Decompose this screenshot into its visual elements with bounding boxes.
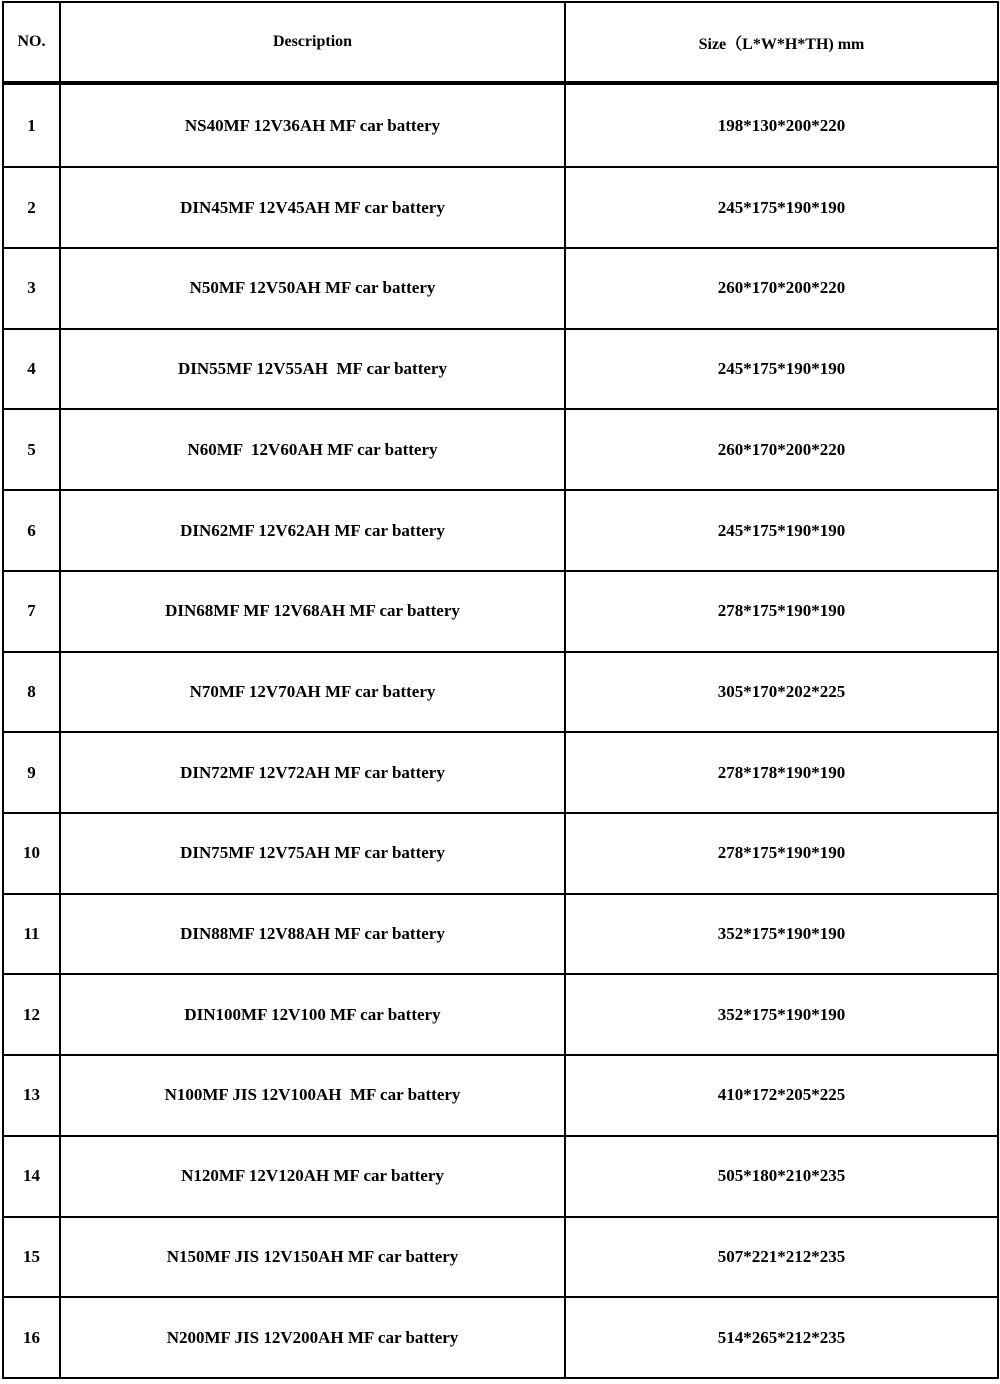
cell-size: 505*180*210*235: [565, 1136, 998, 1217]
cell-no: 10: [3, 813, 60, 894]
cell-description: DIN68MF MF 12V68AH MF car battery: [60, 571, 565, 652]
col-header-no: NO.: [3, 2, 60, 83]
cell-size: 507*221*212*235: [565, 1217, 998, 1298]
table-row: [3, 1217, 998, 1298]
table-row: [3, 1055, 998, 1136]
cell-size: 410*172*205*225: [565, 1055, 998, 1136]
cell-description: DIN55MF 12V55AH MF car battery: [60, 329, 565, 410]
cell-size: 305*170*202*225: [565, 652, 998, 733]
table-row: [3, 329, 998, 410]
cell-description: N200MF JIS 12V200AH MF car battery: [60, 1297, 565, 1378]
table-row: [3, 83, 998, 167]
cell-description: NS40MF 12V36AH MF car battery: [60, 83, 565, 167]
cell-description: DIN100MF 12V100 MF car battery: [60, 974, 565, 1055]
cell-description: N100MF JIS 12V100AH MF car battery: [60, 1055, 565, 1136]
cell-size: 245*175*190*190: [565, 329, 998, 410]
table-row: [3, 652, 998, 733]
col-header-description: Description: [60, 2, 565, 83]
table-row: [3, 409, 998, 490]
cell-description: DIN75MF 12V75AH MF car battery: [60, 813, 565, 894]
cell-description: DIN62MF 12V62AH MF car battery: [60, 490, 565, 571]
table-row: [3, 813, 998, 894]
cell-size: 352*175*190*190: [565, 894, 998, 975]
cell-no: 7: [3, 571, 60, 652]
cell-description: DIN88MF 12V88AH MF car battery: [60, 894, 565, 975]
cell-size: 352*175*190*190: [565, 974, 998, 1055]
cell-size: 260*170*200*220: [565, 248, 998, 329]
cell-size: 514*265*212*235: [565, 1297, 998, 1378]
cell-size: 245*175*190*190: [565, 167, 998, 248]
cell-size: 198*130*200*220: [565, 83, 998, 167]
cell-description: N150MF JIS 12V150AH MF car battery: [60, 1217, 565, 1298]
cell-size: 245*175*190*190: [565, 490, 998, 571]
cell-no: 16: [3, 1297, 60, 1378]
table-body: [3, 83, 998, 1378]
cell-description: N50MF 12V50AH MF car battery: [60, 248, 565, 329]
cell-no: 2: [3, 167, 60, 248]
cell-description: N120MF 12V120AH MF car battery: [60, 1136, 565, 1217]
table-row: [3, 1136, 998, 1217]
table-row: [3, 167, 998, 248]
table-row: [3, 1297, 998, 1378]
cell-no: 1: [3, 83, 60, 167]
cell-no: 6: [3, 490, 60, 571]
cell-size: 278*178*190*190: [565, 732, 998, 813]
cell-size: 260*170*200*220: [565, 409, 998, 490]
cell-no: 13: [3, 1055, 60, 1136]
cell-description: N70MF 12V70AH MF car battery: [60, 652, 565, 733]
cell-description: DIN72MF 12V72AH MF car battery: [60, 732, 565, 813]
table-row: [3, 248, 998, 329]
cell-no: 9: [3, 732, 60, 813]
cell-no: 15: [3, 1217, 60, 1298]
cell-no: 11: [3, 894, 60, 975]
header-row: [3, 2, 998, 83]
cell-description: DIN45MF 12V45AH MF car battery: [60, 167, 565, 248]
col-header-size: Size（L*W*H*TH) mm: [565, 2, 998, 83]
cell-no: 8: [3, 652, 60, 733]
table-row: [3, 732, 998, 813]
table-row: [3, 571, 998, 652]
cell-no: 4: [3, 329, 60, 410]
table-header: [3, 2, 998, 83]
table-row: [3, 974, 998, 1055]
cell-no: 12: [3, 974, 60, 1055]
cell-no: 5: [3, 409, 60, 490]
cell-size: 278*175*190*190: [565, 813, 998, 894]
table-row: [3, 490, 998, 571]
cell-description: N60MF 12V60AH MF car battery: [60, 409, 565, 490]
cell-no: 3: [3, 248, 60, 329]
table-row: [3, 894, 998, 975]
cell-no: 14: [3, 1136, 60, 1217]
battery-spec-table: [2, 1, 999, 1379]
cell-size: 278*175*190*190: [565, 571, 998, 652]
